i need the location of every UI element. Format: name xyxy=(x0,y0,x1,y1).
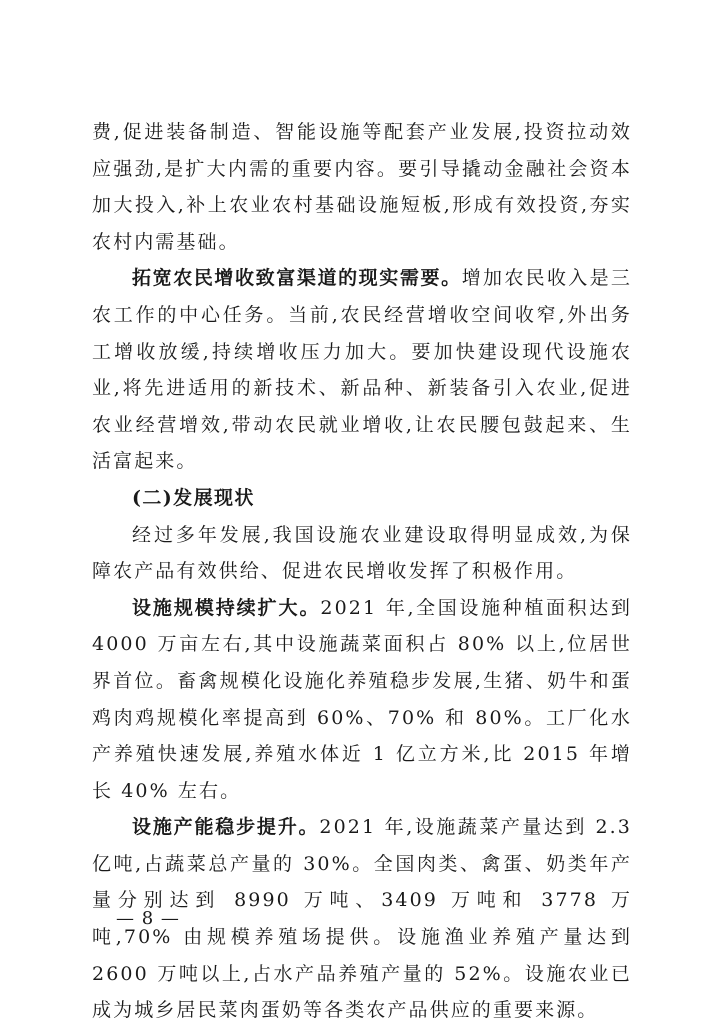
paragraph-text: 费,促进装备制造、智能设施等配套产业发展,投资拉动效应强劲,是扩大内需的重要内容。要引导撬动金融社会资本加大投入,补上农业农村基础设施短板,形成有效投资,夯实农村内需基础。 xyxy=(92,121,632,253)
paragraph-text: 增加农民收入是三农工作的中心任务。当前,农民经营增收空间收窄,外出务工增收放缓,持续增收压力加大。要加快建设现代设施农业,将先进适用的新技术、新品种、新装备引入农业,促进农业经营增效,带动农民就业增收,让农民腰包鼓起来、生活富起来。 xyxy=(92,267,632,473)
body-paragraph-overview xyxy=(92,517,632,590)
body-paragraph-continuation xyxy=(92,114,632,260)
page-number: — 8 — xyxy=(116,908,180,929)
paragraph-lead-heading: 设施产能稳步提升。 xyxy=(132,816,320,839)
body-paragraph-scale xyxy=(92,590,632,810)
paragraph-lead-heading: 拓宽农民增收致富渠道的现实需要。 xyxy=(132,267,462,290)
body-paragraph-income xyxy=(92,260,632,480)
paragraph-lead-heading: 设施规模持续扩大。 xyxy=(132,596,321,619)
section-heading xyxy=(92,480,632,517)
paragraph-text: 2021 年,全国设施种植面积达到 4000 万亩左右,其中设施蔬菜面积占 80% 以上,位居世界首位。畜禽规模化设施化养殖稳步发展,生猪、奶牛和蛋鸡肉鸡规模化率提高到 60%、70% 和 80%。工厂化水产养殖快速发展,养殖水体近 1 亿立方米,比 2015 年增长 40% 左右。 xyxy=(92,596,632,802)
document-body xyxy=(92,114,632,1029)
paragraph-text: 经过多年发展,我国设施农业建设取得明显成效,为保障农产品有效供给、促进农民增收发挥了积极作用。 xyxy=(92,523,632,583)
paragraph-text: 2021 年,设施蔬菜产量达到 2.3 亿吨,占蔬菜总产量的 30%。全国肉类、禽蛋、奶类年产量分别达到 8990 万吨、3409 万吨和 3778 万吨,70% 由规模养殖场提供。设施渔业养殖产量达到 2600 万吨以上,占水产品养殖产量的 52%。设施农业已成为城乡居民菜肉蛋奶等各类农产品供应的重要来源。 xyxy=(92,816,632,1022)
section-heading-text: (二)发展现状 xyxy=(132,486,255,509)
